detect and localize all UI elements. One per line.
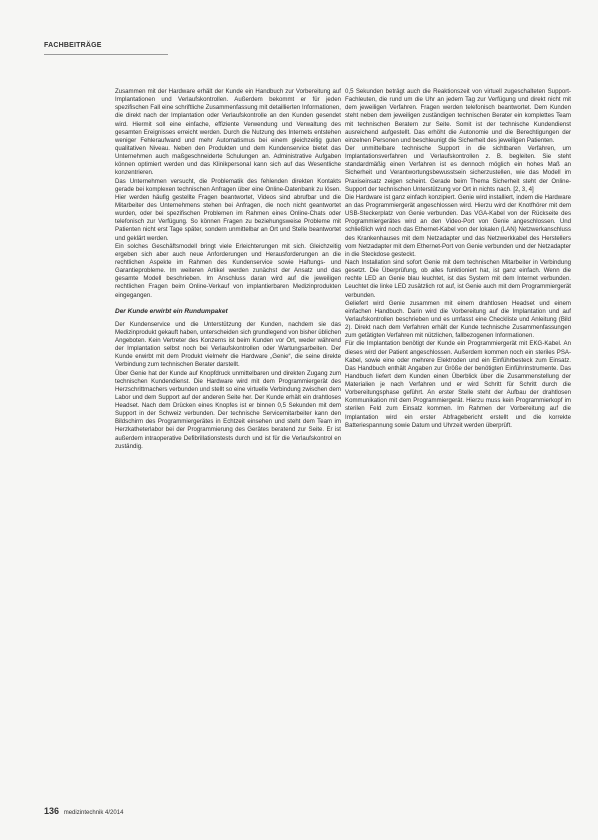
right-column (345, 88, 571, 430)
right-paragraph: Der unmittelbare technische Support in die sichtbaren Verfahren, um Implantationsverfahren und Verlaufskontrollen z. B. begleiten. Sie steht standardmäßig einen Verfahren ist es dennoch möglich ein hohes Maß an Sicherheit und Verantwortungsbewusstsein sicherzustellen, wie das Modell im Praxiseinsatz zeigen scheint. Gerade beim Thema Sicherheit steht der Online-Support der technischen Unterstützung vor Ort in nichts nach. [2, 3, 4] (345, 144, 571, 193)
section-label: FACHBEITRÄGE (44, 42, 102, 49)
publication-name: medizintechnik 4/2014 (63, 810, 124, 816)
right-paragraph: 0,5 Sekunden beträgt auch die Reaktionszeit von virtuell zugeschalteten Support-Fachleuten, die rund um die Uhr an jedem Tag zur Verfügung und direkt nicht mit dem jeweiligen Verfahren. Fragen werden telefonisch beantwortet. Dem Kunden steht neben dem jeweiligen zuständigen technischen Berater ein komplettes Team mit technischen Beratern zur Seite. Somit ist der technische Kundendienst ausreichend aufgestellt. Das erhöht die Autonomie und die Berechtigungen der einzelnen Personen und beschleunigt die Sicherheit des jeweiligen Patienten. (345, 88, 571, 144)
right-paragraph: Die Hardware ist ganz einfach konzipiert. Genie wird installiert, indem die Hardware an das Programmiergerät angeschlossen wird. Hierzu wird der Knotfhörer mit dem USB-Steckerplatz von Genie verbunden. Das VGA-Kabel von der Rückseite des Programmiergerätes wird an den Video-Port von Genie angeschlossen. Und schließlich wird noch das Ethernet-Kabel von der lokalen (LAN) Netzwerkanschluss des Krankenhauses mit dem Netzadapter und das Netzwerkkabel des Herstellers vom Netzadapter mit dem Ethernet-Port von Genie verbunden und der Netzadapter in die Steckdose gesteckt. (345, 193, 571, 258)
subheading: Der Kunde erwirbt ein Rundumpaket (115, 307, 228, 315)
header-rule (44, 54, 168, 55)
left-paragraph: Zusammen mit der Hardware erhält der Kunde ein Handbuch zur Vorbereitung auf Implantationen und Verlaufskontrollen. Außerdem bekommt er für jeden spezifischen Fall eine schriftliche Zusammenfassung mit detaillierten Informationen, die direkt nach der Implantation oder Verlaufskontrolle an den Kunden gesendet wird. Hiermit soll eine einfache, effiziente Verwendung und Verwaltung des gesamten Ereignisses erreicht werden. Durch die Nutzung des Internets entstehen weniger Fehleraufwand und mehr Automatismus bei einem gleichzeitig guten qualitativen Niveau. Neben den Produkten und dem Kundenservice bietet das Unternehmen auch maßgeschneiderte Schulungen an. Administrative Aufgaben können optimiert werden und das Klinikpersonal kann sich auf das Wesentliche konzentrieren. (115, 88, 341, 177)
page-footer (44, 806, 123, 816)
left-paragraph: Der Kundenservice und die Unterstützung der Kunden, nachdem sie das Medizinprodukt gekauft haben, unterscheiden sich grundlegend von bisher üblichen Angeboten. Kein Vertreter des Konzerns ist beim Kunden vor Ort, weder während der Implantation selbst noch bei Verlaufskontrollen oder Wartungsarbeiten. Der Kunde erwirbt mit dem Produkt vielmehr die Hardware „Genie“, die seine direkte Verbindung zum technischen Berater darstellt. (115, 320, 341, 369)
right-paragraph: Nach Installation sind sofort Genie mit dem technischen Mitarbeiter in Verbindung gesetzt. Die Überprüfung, ob alles funktioniert hat, ist ganz einfach. Wenn die rechte LED an Genie blau leuchtet, ist das System mit dem Internet verbunden. Leuchtet die linke LED zusätzlich rot auf, ist Genie auch mit dem Programmiergerät verbunden. (345, 258, 571, 299)
left-paragraph: Das Unternehmen versucht, die Problematik des fehlenden direkten Kontakts gerade bei komplexen technischen Anfragen über eine Online-Datenbank zu lösen. Hier werden häufig gestellte Fragen beantwortet, Videos sind abrufbar und die Mitarbeiter des Unternehmens stehen bei Anfragen, die noch nicht geantwortet wurden, oder bei spezifischen Problemen im Rahmen eines Online-Chats oder telefonisch zur Verfügung. So können Fragen zu beziehungsweise Probleme mit Patienten nicht erst Tage später, sondern unmittelbar an Ort und Stelle beantwortet und geklärt werden. (115, 177, 341, 242)
page-number: 136 (44, 806, 60, 816)
right-paragraph: Für die Implantation benötigt der Kunde ein Programmiergerät mit EKG-Kabel. An dieses wird der Patient angeschlossen. Außerdem kommen noch ein steriles PSA-Kabel, sowie eine oder mehrere Elektroden und ein Einführbesteck zum Einsatz. Das Handbuch enthält Angaben zur Größe der benötigten Einführinstrumente. Das Handbuch liefert dem Kunden einen Überblick über die Zusammenstellung der Materialien je nach Verfahren und er wird Schritt für Schritt durch die Vorbereitungsphase geführt. An erster Stelle steht der Aufbau der drahtlosen Kommunikation mit dem Programmiergerät. Hierzu muss kein Programmierkopf im sterilen Feld zum Einsatz kommen. Im Rahmen der Vorbereitung auf die Implantation wird ein erster Abfragebericht erstellt und die korrekte Batteriespannung sowie Datum und Uhrzeit werden überprüft. (345, 340, 571, 429)
right-paragraph: Geliefert wird Genie zusammen mit einem drahtlosen Headset und einem einfachen Handbuch. Darin wird die Vorbereitung auf die Implantation und auf Verlaufskontrollen beschrieben und es umfasst eine Checkliste und Anleitung (Bild 2). Direkt nach dem Verfahren erhält der Kunde technische Zusammenfassungen zum getätigten Verfahren mit nützlichen, fallbezogenen Informationen. (345, 299, 571, 340)
left-column (115, 88, 341, 451)
left-paragraph: Über Genie hat der Kunde auf Knopfdruck unmittelbaren und direkten Zugang zum technischen Kundendienst. Die Hardware wird mit dem Programmiergerät des Herzschrittmachers verbunden und stellt so eine virtuelle Verbindung zwischen dem Labor und dem Support auf der anderen Seite her. Der Kunde erhält ein drahtloses Headset. Nach dem Drücken eines Knopfes ist er binnen 0,5 Sekunden mit dem Support in der Schweiz verbunden. Der technische Servicemitarbeiter kann den Bildschirm des Programmiergerätes in Echtzeit einsehen und steht dem Team im Herzkatheterlabor bei der Programmierung des Gerätes beratend zur Seite. Er ist außerdem intraoperative Defibrillationstests durch und ist für die Verlaufskontrol en zuständig. (115, 369, 341, 450)
left-paragraph: Ein solches Geschäftsmodell bringt viele Erleichterungen mit sich. Gleichzeitig ergeben sich aber auch neue Anforderungen und Herausforderungen an die rechtlichen Aspekte im Rahmen des Kundenservice sowie Haftungs- und Garantieprobleme. Im weiteren Artikel werden zunächst der Ansatz und das gesamte Modell beschrieben. Im Anschluss daran wird auf die jeweiligen rechtlichen Fragen beim Online-Verkauf von implantierbaren Medizinprodukten eingegangen. (115, 242, 341, 299)
